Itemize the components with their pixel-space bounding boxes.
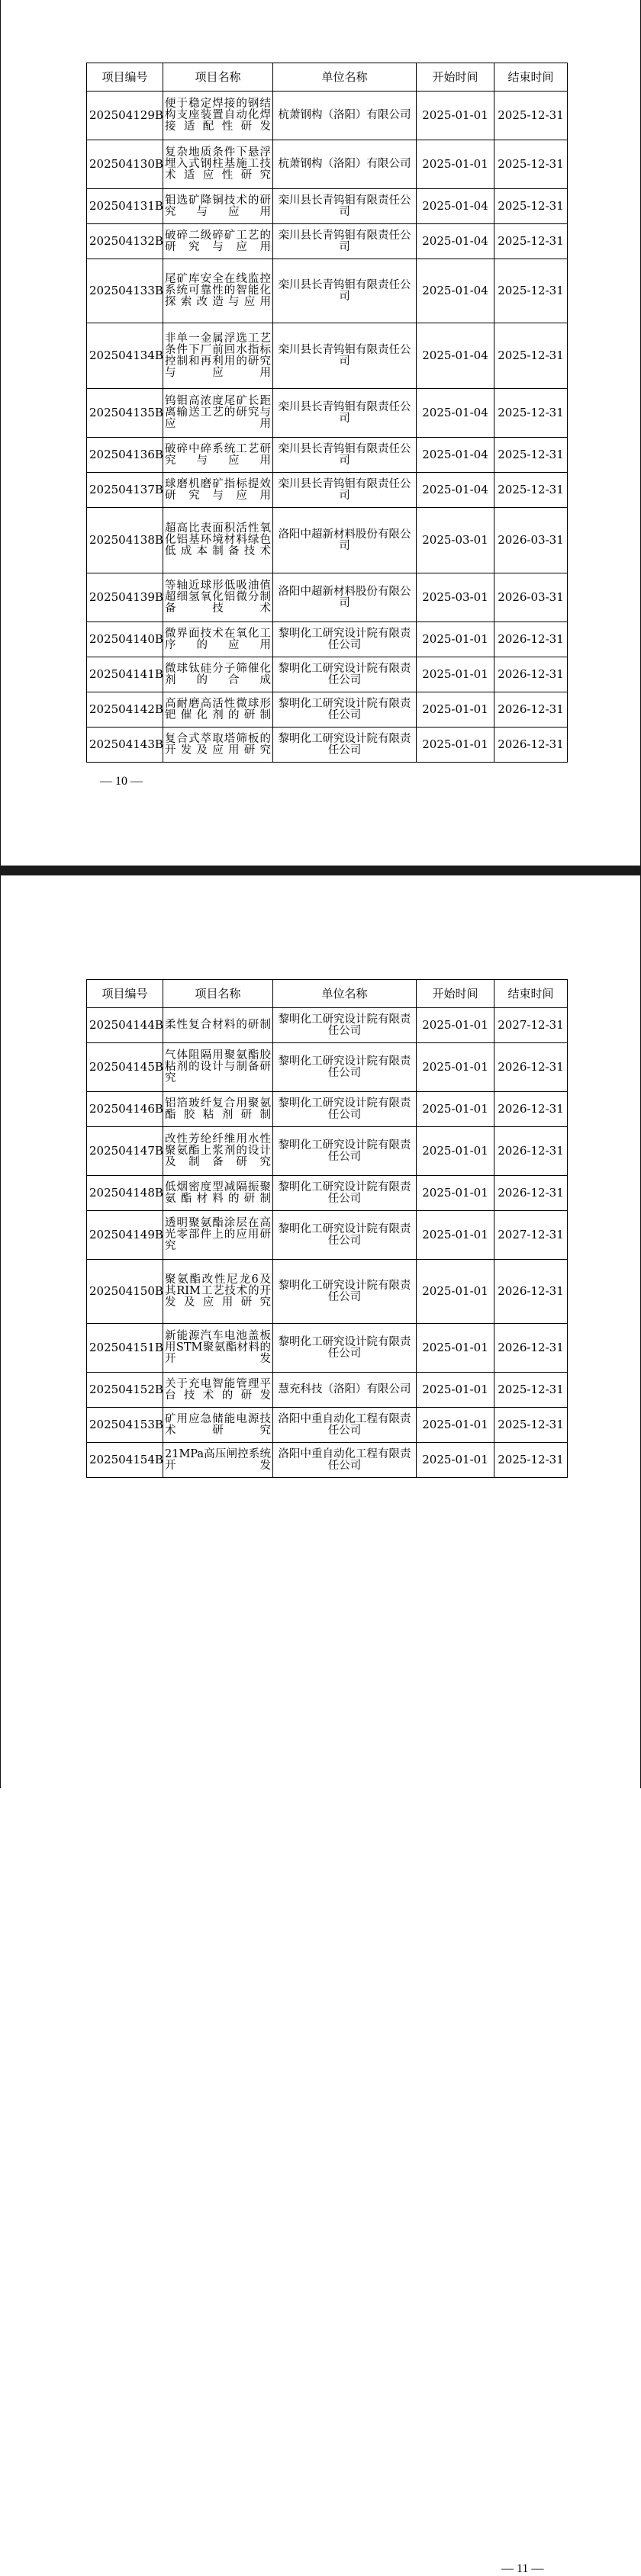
start-date-cell: 2025-01-01 (417, 1373, 494, 1408)
project-id-cell: 202504139B (87, 573, 163, 622)
table-row (87, 189, 568, 224)
project-name-cell: 微球钛硅分子筛催化剂的合成 (163, 657, 273, 692)
project-id-cell: 202504148B (87, 1176, 163, 1211)
organization-cell: 栾川县长青钨钼有限责任公司 (273, 224, 417, 259)
table-row (87, 573, 568, 622)
header-project-id: 项目编号 (87, 980, 163, 1008)
start-date-cell: 2025-01-01 (417, 1008, 494, 1043)
start-date-cell: 2025-01-01 (417, 657, 494, 692)
organization-cell: 黎明化工研究设计院有限责任公司 (273, 1127, 417, 1176)
table-row (87, 622, 568, 657)
project-name-cell: 钨钼高浓度尾矿长距离输送工艺的研究与应用 (163, 389, 273, 438)
project-name-cell: 低烟密度型减隔振聚氨酯材料的研制 (163, 1176, 273, 1211)
project-name-cell: 柔性复合材料的研制 (163, 1008, 273, 1043)
project-name-cell: 改性芳纶纤维用水性聚氨酯上浆剂的设计及制备研究 (163, 1127, 273, 1176)
start-date-cell: 2025-01-01 (417, 1324, 494, 1373)
end-date-cell: 2026-03-31 (494, 508, 568, 573)
start-date-cell: 2025-01-01 (417, 1260, 494, 1324)
project-name-cell: 气体阻隔用聚氨酯胶粘剂的设计与制备研究 (163, 1043, 273, 1092)
start-date-cell: 2025-01-04 (417, 438, 494, 473)
organization-cell: 黎明化工研究设计院有限责任公司 (273, 1176, 417, 1211)
project-id-cell: 202504134B (87, 323, 163, 389)
start-date-cell: 2025-01-04 (417, 473, 494, 508)
table-row (87, 224, 568, 259)
project-id-cell: 202504135B (87, 389, 163, 438)
end-date-cell: 2025-12-31 (494, 92, 568, 140)
organization-cell: 黎明化工研究设计院有限责任公司 (273, 622, 417, 657)
organization-cell: 黎明化工研究设计院有限责任公司 (273, 1092, 417, 1127)
project-id-cell: 202504153B (87, 1408, 163, 1443)
header-start-date: 开始时间 (417, 63, 494, 92)
organization-cell: 栾川县长青钨钼有限责任公司 (273, 323, 417, 389)
organization-cell: 黎明化工研究设计院有限责任公司 (273, 1260, 417, 1324)
header-project-name: 项目名称 (163, 63, 273, 92)
organization-cell: 黎明化工研究设计院有限责任公司 (273, 1008, 417, 1043)
start-date-cell: 2025-01-01 (417, 1127, 494, 1176)
table-body (87, 92, 568, 763)
project-id-cell: 202504136B (87, 438, 163, 473)
table-row (87, 1211, 568, 1260)
project-name-cell: 高耐磨高活性微球形钯催化剂的研制 (163, 692, 273, 728)
start-date-cell: 2025-03-01 (417, 508, 494, 573)
project-id-cell: 202504129B (87, 92, 163, 140)
end-date-cell: 2026-12-31 (494, 622, 568, 657)
end-date-cell: 2025-12-31 (494, 1373, 568, 1408)
header-start-date: 开始时间 (417, 980, 494, 1008)
table-header-row (87, 63, 568, 92)
project-id-cell: 202504147B (87, 1127, 163, 1176)
project-name-cell: 破碎二级碎矿工艺的研究与应用 (163, 224, 273, 259)
start-date-cell: 2025-01-01 (417, 1443, 494, 1478)
project-table (86, 979, 568, 1478)
header-end-date: 结束时间 (494, 63, 568, 92)
end-date-cell: 2026-12-31 (494, 1176, 568, 1211)
end-date-cell: 2026-12-31 (494, 657, 568, 692)
table-row (87, 728, 568, 763)
end-date-cell: 2027-12-31 (494, 1008, 568, 1043)
header-project-name: 项目名称 (163, 980, 273, 1008)
project-id-cell: 202504141B (87, 657, 163, 692)
table-row (87, 1373, 568, 1408)
organization-cell: 洛阳中重自动化工程有限责任公司 (273, 1408, 417, 1443)
project-name-cell: 21MPa高压闸控系统开发 (163, 1443, 273, 1478)
project-name-cell: 便于稳定焊接的钢结构支座装置自动化焊接适配性研发 (163, 92, 273, 140)
end-date-cell: 2026-12-31 (494, 692, 568, 728)
table-row (87, 692, 568, 728)
project-name-cell: 聚氨酯改性尼龙6及其RIM工艺技术的开发及应用研究 (163, 1260, 273, 1324)
organization-cell: 黎明化工研究设计院有限责任公司 (273, 1324, 417, 1373)
project-name-cell: 复杂地质条件下悬浮埋入式钢柱基施工技术适应性研究 (163, 140, 273, 189)
project-name-cell: 尾矿库安全在线监控系统可靠性的智能化探索改造与应用 (163, 259, 273, 323)
project-id-cell: 202504143B (87, 728, 163, 763)
organization-cell: 黎明化工研究设计院有限责任公司 (273, 728, 417, 763)
table-row (87, 1408, 568, 1443)
organization-cell: 栾川县长青钨钼有限责任公司 (273, 189, 417, 224)
project-name-cell: 微界面技术在氧化工序的应用 (163, 622, 273, 657)
start-date-cell: 2025-01-01 (417, 1176, 494, 1211)
table-row (87, 1443, 568, 1478)
end-date-cell: 2025-12-31 (494, 1408, 568, 1443)
organization-cell: 黎明化工研究设计院有限责任公司 (273, 1043, 417, 1092)
project-id-cell: 202504152B (87, 1373, 163, 1408)
table-row (87, 1008, 568, 1043)
table-body (87, 1008, 568, 1478)
project-id-cell: 202504154B (87, 1443, 163, 1478)
header-project-id: 项目编号 (87, 63, 163, 92)
project-id-cell: 202504142B (87, 692, 163, 728)
page-number: — 10 — (100, 775, 143, 788)
header-end-date: 结束时间 (494, 980, 568, 1008)
organization-cell: 杭萧钢构（洛阳）有限公司 (273, 140, 417, 189)
start-date-cell: 2025-01-04 (417, 323, 494, 389)
organization-cell: 栾川县长青钨钼有限责任公司 (273, 473, 417, 508)
end-date-cell: 2025-12-31 (494, 224, 568, 259)
table-row (87, 1324, 568, 1373)
start-date-cell: 2025-01-01 (417, 1408, 494, 1443)
project-id-cell: 202504138B (87, 508, 163, 573)
table-row (87, 323, 568, 389)
document-page-11 (0, 875, 641, 2575)
end-date-cell: 2026-12-31 (494, 1043, 568, 1092)
end-date-cell: 2027-12-31 (494, 1211, 568, 1260)
project-id-cell: 202504145B (87, 1043, 163, 1092)
project-id-cell: 202504130B (87, 140, 163, 189)
end-date-cell: 2025-12-31 (494, 1443, 568, 1478)
table-row (87, 1260, 568, 1324)
project-table (86, 63, 568, 763)
project-name-cell: 铝箔玻纤复合用聚氨酯胶粘剂研制 (163, 1092, 273, 1127)
project-id-cell: 202504132B (87, 224, 163, 259)
page-separator (0, 866, 641, 875)
start-date-cell: 2025-01-04 (417, 189, 494, 224)
header-organization: 单位名称 (273, 63, 417, 92)
start-date-cell: 2025-01-01 (417, 622, 494, 657)
project-id-cell: 202504151B (87, 1324, 163, 1373)
start-date-cell: 2025-01-01 (417, 1211, 494, 1260)
start-date-cell: 2025-01-01 (417, 140, 494, 189)
project-name-cell: 新能源汽车电池盖板用STM聚氨酯材料的开发 (163, 1324, 273, 1373)
end-date-cell: 2025-12-31 (494, 140, 568, 189)
project-id-cell: 202504144B (87, 1008, 163, 1043)
end-date-cell: 2026-12-31 (494, 728, 568, 763)
end-date-cell: 2026-12-31 (494, 1324, 568, 1373)
table-row (87, 140, 568, 189)
table-row (87, 1127, 568, 1176)
start-date-cell: 2025-01-04 (417, 224, 494, 259)
end-date-cell: 2026-03-31 (494, 573, 568, 622)
project-name-cell: 钼选矿降铜技术的研究与应用 (163, 189, 273, 224)
project-name-cell: 破碎中碎系统工艺研究与应用 (163, 438, 273, 473)
project-id-cell: 202504140B (87, 622, 163, 657)
end-date-cell: 2025-12-31 (494, 189, 568, 224)
table-row (87, 438, 568, 473)
document-page-10 (0, 0, 641, 866)
header-organization: 单位名称 (273, 980, 417, 1008)
organization-cell: 栾川县长青钨钼有限责任公司 (273, 438, 417, 473)
table-row (87, 389, 568, 438)
start-date-cell: 2025-03-01 (417, 573, 494, 622)
organization-cell: 黎明化工研究设计院有限责任公司 (273, 692, 417, 728)
table-row (87, 657, 568, 692)
project-id-cell: 202504150B (87, 1260, 163, 1324)
table-header-row (87, 980, 568, 1008)
page-number: — 11 — (501, 2562, 544, 2575)
organization-cell: 洛阳中超新材料股份有限公司 (273, 573, 417, 622)
end-date-cell: 2025-12-31 (494, 389, 568, 438)
project-id-cell: 202504133B (87, 259, 163, 323)
table-row (87, 259, 568, 323)
start-date-cell: 2025-01-01 (417, 692, 494, 728)
organization-cell: 黎明化工研究设计院有限责任公司 (273, 1211, 417, 1260)
project-id-cell: 202504131B (87, 189, 163, 224)
organization-cell: 杭萧钢构（洛阳）有限公司 (273, 92, 417, 140)
start-date-cell: 2025-01-01 (417, 728, 494, 763)
organization-cell: 洛阳中超新材料股份有限公司 (273, 508, 417, 573)
start-date-cell: 2025-01-04 (417, 389, 494, 438)
table-row (87, 473, 568, 508)
end-date-cell: 2025-12-31 (494, 473, 568, 508)
project-id-cell: 202504137B (87, 473, 163, 508)
table-row (87, 92, 568, 140)
organization-cell: 栾川县长青钨钼有限责任公司 (273, 259, 417, 323)
start-date-cell: 2025-01-01 (417, 1043, 494, 1092)
project-id-cell: 202504146B (87, 1092, 163, 1127)
end-date-cell: 2026-12-31 (494, 1092, 568, 1127)
end-date-cell: 2025-12-31 (494, 259, 568, 323)
table-row (87, 508, 568, 573)
project-name-cell: 非单一金属浮选工艺条件下厂前回水指标控制和再利用的研究与应用 (163, 323, 273, 389)
table-row (87, 1092, 568, 1127)
project-name-cell: 等轴近球形低吸油值超细氢氧化铝微分制备技术 (163, 573, 273, 622)
start-date-cell: 2025-01-01 (417, 1092, 494, 1127)
organization-cell: 洛阳中重自动化工程有限责任公司 (273, 1443, 417, 1478)
project-id-cell: 202504149B (87, 1211, 163, 1260)
table-row (87, 1176, 568, 1211)
project-name-cell: 复合式萃取塔筛板的开发及应用研究 (163, 728, 273, 763)
project-name-cell: 超高比表面积活性氧化铝基环境材料绿色低成本制备技术 (163, 508, 273, 573)
project-name-cell: 矿用应急储能电源技术研究 (163, 1408, 273, 1443)
start-date-cell: 2025-01-01 (417, 92, 494, 140)
organization-cell: 慧充科技（洛阳）有限公司 (273, 1373, 417, 1408)
organization-cell: 黎明化工研究设计院有限责任公司 (273, 657, 417, 692)
end-date-cell: 2025-12-31 (494, 323, 568, 389)
end-date-cell: 2026-12-31 (494, 1127, 568, 1176)
project-name-cell: 透明聚氨酯涂层在高光零部件上的应用研究 (163, 1211, 273, 1260)
start-date-cell: 2025-01-04 (417, 259, 494, 323)
project-name-cell: 球磨机磨矿指标提效研究与应用 (163, 473, 273, 508)
end-date-cell: 2026-12-31 (494, 1260, 568, 1324)
end-date-cell: 2025-12-31 (494, 438, 568, 473)
project-name-cell: 关于充电智能管理平台技术的研发 (163, 1373, 273, 1408)
table-row (87, 1043, 568, 1092)
organization-cell: 栾川县长青钨钼有限责任公司 (273, 389, 417, 438)
